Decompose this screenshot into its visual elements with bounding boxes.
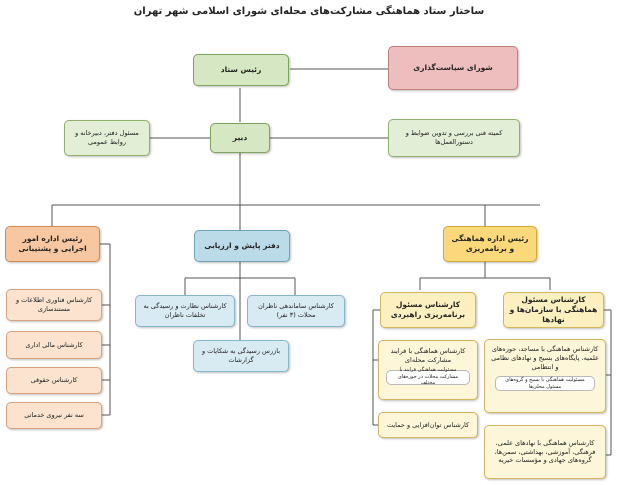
node-nahadha-elmi: کارشناس هماهنگی با نهادهای علمی، فرهنگی، آموزشی، بهداشتی، سمن‌ها، گروه‌های جهادی و مؤسسات خیریه (484, 425, 606, 479)
node-daftar-payesh: دفتر پایش و ارزیابی (194, 230, 290, 262)
node-edare-hamahangi: رئیس اداره هماهنگی و برنامه‌ریزی (443, 226, 537, 262)
page-title: ساختار ستاد هماهنگی مشارکت‌های محله‌ای شورای اسلامی شهر تهران (133, 6, 485, 17)
node-masool-barnamerizi: کارشناس مسئول برنامه‌ریزی راهبردی (380, 292, 476, 328)
node-mali-edari: کارشناس مالی اداری (6, 331, 102, 359)
node-fanavari: کارشناس فناوری اطلاعات و مستندسازی (6, 289, 102, 321)
node-farayand-note: مسئولیت هماهنگی فرایند با مشارکت محلات در حوزه‌های مختلف (386, 370, 470, 385)
node-niroo-khadamati: سه نفر نیروی خدماتی (6, 402, 102, 429)
node-masajed-group (484, 339, 606, 413)
node-masool-hamahangi-nahadha: کارشناس مسئول هماهنگی با سازمان‌ها و نهادها (503, 292, 604, 328)
node-dabir: دبیر (210, 123, 270, 153)
node-edare-omoor-ejraei: رئیس اداره امور اجرایی و پشتیبانی (5, 226, 100, 262)
node-karshenas-farayand-group (378, 340, 478, 400)
node-samandehi-nazeran: کارشناس ساماندهی ناظران محلات (۳ نفر) (247, 295, 345, 327)
node-masajed: کارشناس هماهنگی با مساجد، حوزه‌های علمیه، پایگاه‌های بسیج و نهادهای نظامی و انتظامی (491, 345, 599, 371)
node-nezarat-nazeran: کارشناس نظارت و رسیدگی به تخلفات ناظران (135, 295, 235, 327)
node-masajed-note: مسئولیت هماهنگی با بسیج و گروه‌های مسئول محلی‌ها (495, 376, 595, 391)
node-hoghooghi: کارشناس حقوقی (6, 367, 102, 394)
node-komite-fanni: کمیته فنی بررسی و تدوین ضوابط و دستورالعمل‌ها (388, 119, 520, 157)
node-masool-daftar: مسئول دفتر، دبیرخانه و روابط عمومی (64, 120, 150, 156)
node-tavan-afzaei: کارشناس توان‌افزایی و حمایت (378, 412, 478, 438)
node-karshenas-farayand: کارشناس هماهنگی با فرایند مشارکت محله‌ای (390, 347, 466, 364)
node-residegi-shekayat: بازرس رسیدگی به شکایات و گزارشات (193, 340, 289, 372)
node-raees-setad: رئیس ستاد (193, 54, 289, 86)
node-shoraye-siasatgozari: شورای سیاست‌گذاری (388, 46, 518, 90)
